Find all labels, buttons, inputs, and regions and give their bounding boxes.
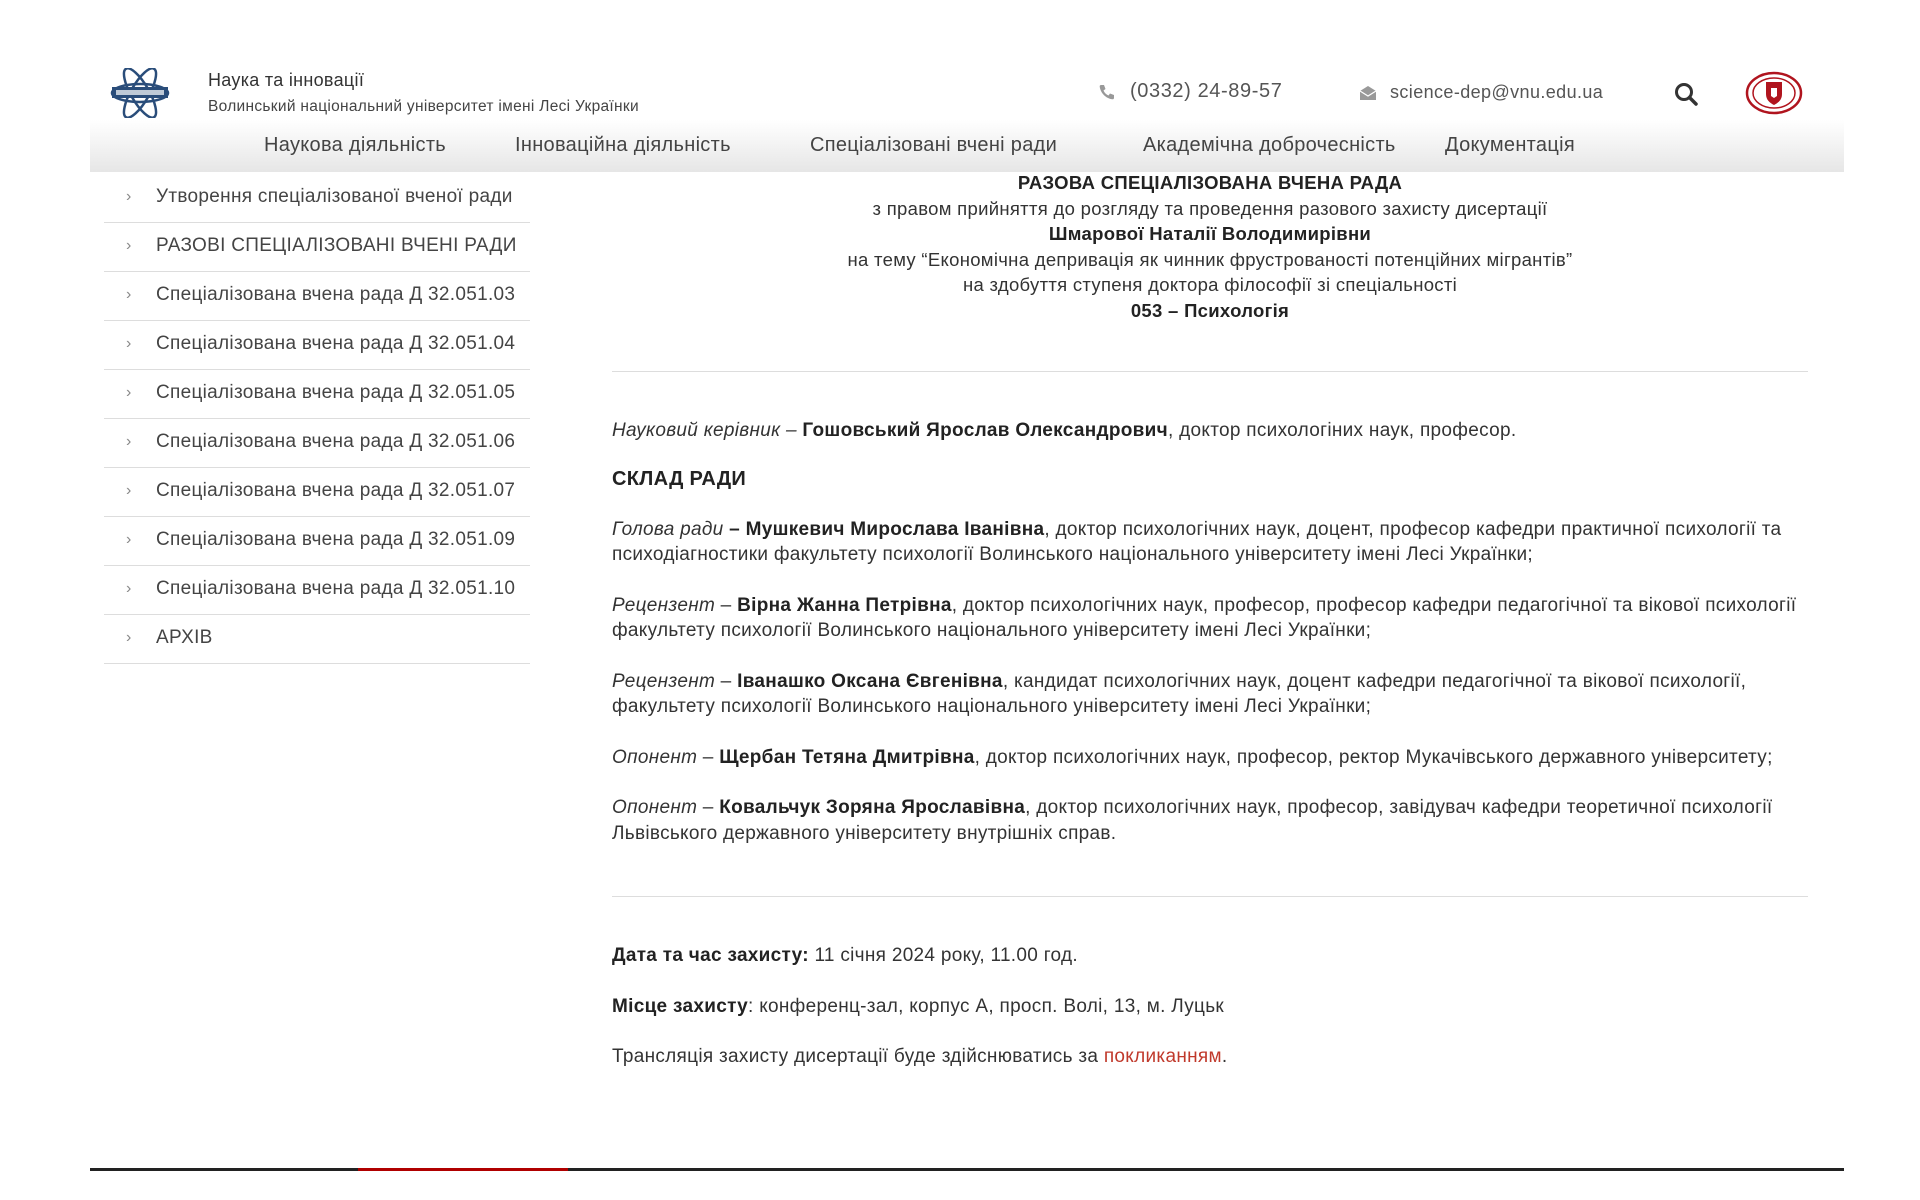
member-name: Ковальчук Зоряна Ярославівна: [719, 797, 1026, 818]
member-chair: [612, 517, 1808, 568]
sidebar-item-label: Утворення спеціалізованої вченої ради: [156, 186, 513, 207]
member-details: , доктор психологічних наук, професор, завідувач кафедри теоретичної психології Львівського державного університету внутрішніх справ.: [612, 797, 1773, 844]
phone-contact[interactable]: [1098, 80, 1282, 103]
chevron-right-icon: ›: [126, 286, 132, 303]
member-details: , доктор психологічних наук, доцент, професор кафедри практичної психології та психодіагностики факультету психології Волинського національного університету імені Лесі Українки;: [612, 518, 1782, 565]
sidebar-item-label: Спеціалізована вчена рада Д 32.051.03: [156, 284, 516, 305]
supervisor-paragraph: [612, 418, 1808, 444]
sidebar-item-one-time-councils[interactable]: [104, 223, 530, 272]
chevron-right-icon: ›: [126, 531, 132, 548]
member-name: Іванашко Оксана Євгенівна: [737, 670, 1003, 692]
main-content: [612, 170, 1808, 1070]
nav-item-academic-integrity[interactable]: Академічна доброчесність: [1143, 134, 1396, 156]
member-separator: –: [697, 746, 720, 768]
sidebar-item-council-09[interactable]: [104, 517, 530, 566]
member-role: Опонент: [612, 746, 698, 768]
nav-item-scientific-activity[interactable]: Наукова діяльність: [264, 134, 447, 156]
site-subtitle[interactable]: Волинський національний університет імені Лесі Українки: [208, 98, 639, 115]
sidebar-item-council-06[interactable]: [104, 419, 530, 468]
specialty: 053 – Психологія: [1130, 299, 1290, 321]
member-name: Мушкевич Мирослава Іванівна: [745, 518, 1045, 540]
chevron-right-icon: ›: [126, 188, 132, 205]
member-separator: –: [697, 797, 720, 818]
site-title[interactable]: Наука та інновації: [208, 70, 365, 90]
sidebar-item-council-03[interactable]: [104, 272, 530, 321]
candidate-name: Шмарової Наталії Володимирівни: [1048, 223, 1372, 244]
member-role: Опонент: [612, 797, 698, 818]
defense-place-label: Місце захисту: [612, 995, 749, 1017]
divider: [612, 371, 1808, 372]
nav-item-innovation-activity[interactable]: Інноваційна діяльність: [515, 134, 731, 156]
member-opponent-1: [612, 745, 1808, 771]
chevron-right-icon: ›: [126, 237, 132, 254]
member-role: Голова ради: [612, 518, 724, 540]
member-opponent-2: [612, 795, 1808, 846]
defense-date: [612, 943, 1808, 969]
defense-place-value: : конференц-зал, корпус А, просп. Волі, 13, м. Луцьк: [748, 995, 1225, 1017]
sidebar-item-label: Спеціалізована вчена рада Д 32.051.09: [156, 529, 516, 550]
divider: [612, 896, 1808, 897]
council-composition-heading: СКЛАД РАДИ: [612, 467, 747, 490]
email-address: science-dep@vnu.edu.ua: [1390, 82, 1604, 102]
defense-date-value: 11 січня 2024 року, 11.00 год.: [808, 945, 1078, 966]
sidebar-item-label: РАЗОВІ СПЕЦІАЛІЗОВАНІ ВЧЕНІ РАДИ: [156, 235, 517, 256]
chevron-right-icon: ›: [126, 384, 132, 401]
member-reviewer-2: [612, 669, 1808, 720]
phone-number: (0332) 24-89-57: [1130, 80, 1283, 102]
degree-line: на здобуття ступеня доктора філософії зі спеціальності: [962, 274, 1458, 295]
member-details: , доктор психологічних наук, професор, ректор Мукачівського державного університету;: [974, 746, 1773, 768]
supervisor-details: , доктор психологіних наук, професор.: [1167, 420, 1517, 441]
sidebar-menu: [104, 174, 530, 664]
member-role: Рецензент: [612, 594, 716, 616]
chevron-right-icon: ›: [126, 482, 132, 499]
nav-item-documentation[interactable]: Документація: [1445, 134, 1575, 156]
sidebar-item-council-10[interactable]: [104, 566, 530, 615]
sidebar-item-council-04[interactable]: [104, 321, 530, 370]
defense-date-label: Дата та час захисту:: [612, 945, 809, 966]
council-title: РАЗОВА СПЕЦІАЛІЗОВАНА ВЧЕНА РАДА: [1017, 172, 1403, 193]
site-header: [90, 0, 1844, 120]
sidebar-item-archive[interactable]: [104, 615, 530, 664]
footer-divider: [90, 1168, 1844, 1171]
member-details: , доктор психологічних наук, професор, професор кафедри педагогічної та вікової психології факультету психології Волинського національного університету імені Лесі Українки;: [612, 594, 1797, 641]
council-right-line: з правом прийняття до розгляду та проведення разового захисту дисертації: [872, 197, 1548, 219]
nav-item-specialized-councils[interactable]: Спеціалізовані вчені ради: [810, 134, 1058, 156]
chevron-right-icon: ›: [126, 629, 132, 646]
sidebar-item-label: Спеціалізована вчена рада Д 32.051.05: [156, 382, 516, 403]
phone-icon: [1098, 83, 1116, 101]
science-logo-icon[interactable]: [108, 68, 172, 118]
defense-place: [612, 994, 1808, 1020]
member-name: Вірна Жанна Петрівна: [737, 594, 952, 616]
sidebar-item-label: Спеціалізована вчена рада Д 32.051.07: [156, 480, 516, 501]
sidebar-item-council-07[interactable]: [104, 468, 530, 517]
sidebar-item-council-05[interactable]: [104, 370, 530, 419]
stream-info: [612, 1044, 1808, 1070]
member-separator: –: [723, 518, 746, 540]
university-emblem-icon[interactable]: [1744, 70, 1804, 116]
dissertation-topic: на тему “Економічна депривація як чинник фрустрованості потенційних мігрантів”: [847, 248, 1573, 270]
supervisor-role: Науковий керівник –: [612, 420, 797, 441]
chevron-right-icon: ›: [126, 335, 132, 352]
chevron-right-icon: ›: [126, 433, 132, 450]
member-separator: –: [715, 594, 738, 616]
sidebar-item-label: АРХІВ: [156, 627, 213, 648]
page: [90, 0, 1844, 1200]
member-name: Щербан Тетяна Дмитрівна: [719, 746, 975, 768]
sidebar-item-label: Спеціалізована вчена рада Д 32.051.06: [156, 431, 516, 452]
mail-icon: [1358, 85, 1378, 101]
footer-accent: [358, 1168, 568, 1171]
member-separator: –: [715, 670, 738, 692]
council-announcement: [612, 170, 1808, 323]
main-navigation: [90, 120, 1844, 172]
supervisor-name: Гошовський Ярослав Олександрович: [802, 420, 1168, 441]
stream-text: Трансляція захисту дисертації буде здійснюватись за: [612, 1046, 1104, 1067]
chevron-right-icon: ›: [126, 580, 132, 597]
member-role: Рецензент: [612, 670, 716, 692]
member-details: , кандидат психологічних наук, доцент кафедри педагогічної та вікової психології, факультету психології Волинського національного університету імені Лесі Українки;: [612, 670, 1747, 717]
email-contact[interactable]: [1358, 82, 1603, 103]
sidebar-item-label: Спеціалізована вчена рада Д 32.051.10: [156, 578, 516, 599]
stream-link[interactable]: покликанням: [1103, 1046, 1222, 1067]
search-icon[interactable]: [1672, 80, 1702, 110]
sidebar-item-label: Спеціалізована вчена рада Д 32.051.04: [156, 333, 516, 354]
member-reviewer-1: [612, 593, 1808, 644]
sidebar-item-council-creation[interactable]: [104, 174, 530, 223]
stream-end: .: [1221, 1046, 1228, 1067]
